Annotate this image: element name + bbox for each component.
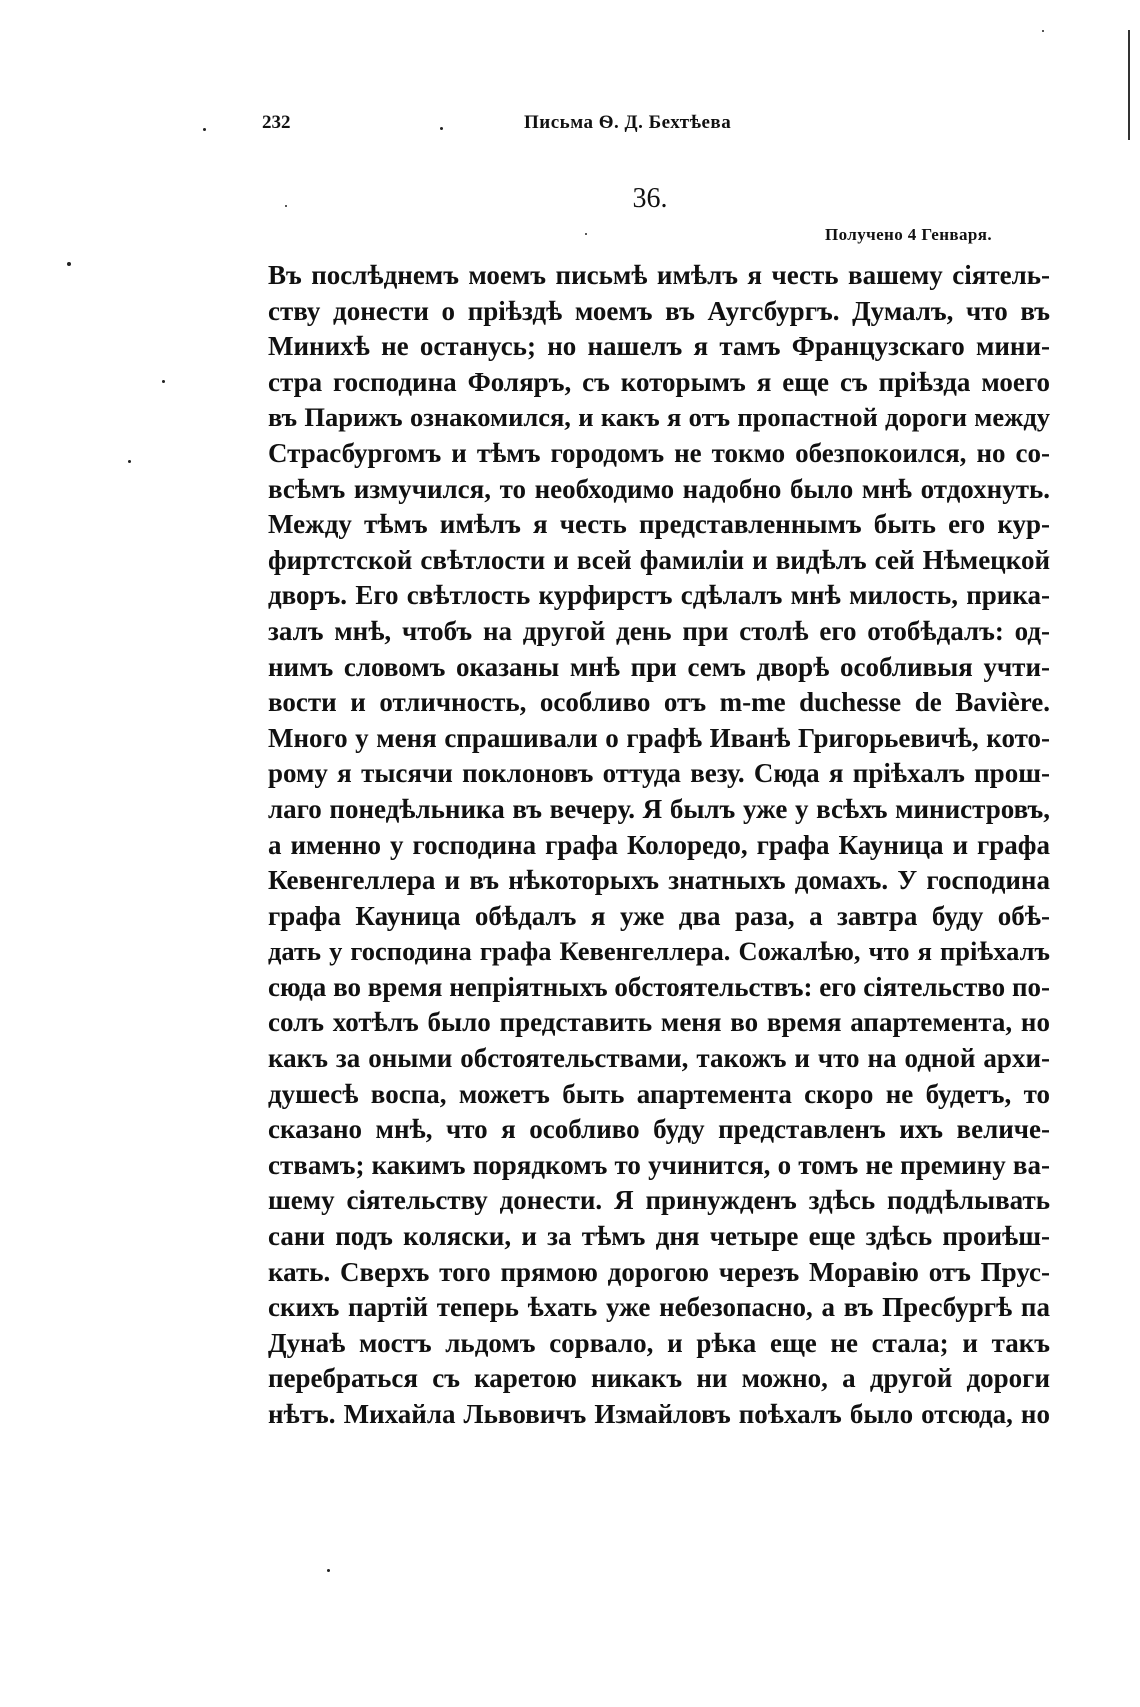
- body-line: всѣмъ измучился, то необходимо надобно было мнѣ отдохнуть.: [268, 473, 1050, 504]
- body-line: перебраться съ каретою никакъ ни можно, а другой дороги: [268, 1363, 1050, 1394]
- body-line: кать. Сверхъ того прямою дорогою черезъ Моравію отъ Прус-: [268, 1256, 1050, 1287]
- body-line: какъ за оными обстоятельствами, такожъ и что на одной архи-: [268, 1043, 1050, 1074]
- body-line: ству донести о пріѣздѣ моемъ въ Аугсбургъ. Думалъ, что въ: [268, 295, 1050, 326]
- running-title: Письма Ѳ. Д. Бехтѣева: [524, 112, 732, 133]
- body-line: дать у господина графа Кевенгеллера. Сожалѣю, что я пріѣхалъ: [268, 936, 1050, 967]
- body-line: графа Кауница обѣдалъ я уже два раза, а завтра буду обѣ-: [268, 900, 1050, 931]
- body-line: а именно у господина графа Колоредо, графа Кауница и графа: [268, 829, 1050, 860]
- body-line: лаго понедѣльника въ вечеру. Я былъ уже у всѣхъ министровъ,: [268, 793, 1050, 824]
- body-line: Страсбургомъ и тѣмъ городомъ не токмо обезпокоился, но со-: [268, 437, 1050, 468]
- body-line: душесѣ воспа, можетъ быть апартемента скоро не будетъ, то: [268, 1078, 1050, 1109]
- body-line: солъ хотѣлъ было представить меня во время апартемента, но: [268, 1007, 1050, 1038]
- body-line: Кевенгеллера и въ нѣкоторыхъ знатныхъ домахъ. У господина: [268, 865, 1050, 896]
- body-line: въ Парижъ ознакомился, и какъ я отъ пропастной дороги между: [268, 402, 1050, 433]
- body-line: скихъ партій теперь ѣхать уже небезопасно, а въ Пресбургѣ па: [268, 1292, 1050, 1323]
- body-line: Минихѣ не останусь; но нашелъ я тамъ Французскаго мини-: [268, 331, 1050, 362]
- body-line: сюда во время непріятныхъ обстоятельствъ: его сіятельство по-: [268, 971, 1050, 1002]
- page-number: 232: [262, 112, 291, 133]
- body-line: вости и отличность, особливо отъ m-me duchesse de Bavière.: [268, 687, 1050, 718]
- body-line: залъ мнѣ, чтобъ на другой день при столѣ его отобѣдалъ: од-: [268, 615, 1050, 646]
- body-line: сказано мнѣ, что я особливо буду представленъ ихъ величе-: [268, 1114, 1050, 1145]
- letter-body: [268, 258, 1050, 1433]
- scan-edge-line: [1128, 30, 1130, 140]
- body-line: Въ послѣднемъ моемъ письмѣ имѣлъ я честь вашему сіятель-: [268, 260, 1050, 290]
- running-head: [262, 112, 1060, 140]
- body-line: дворъ. Его свѣтлость курфирстъ сдѣлалъ мнѣ милость, прика-: [268, 580, 1050, 611]
- body-line: Дунаѣ мостъ льдомъ сорвало, и рѣка еще не стала; и такъ: [268, 1327, 1050, 1358]
- body-line: сани подъ коляски, и за тѣмъ дня четыре еще здѣсь проиѣш-: [268, 1221, 1050, 1252]
- body-line: Много у меня спрашивали о графѣ Иванѣ Григорьевичѣ, кото-: [268, 722, 1050, 753]
- body-line: фиртстской свѣтлости и всей фамиліи и видѣлъ сей Нѣмецкой: [268, 544, 1050, 575]
- body-line: рому я тысячи поклоновъ оттуда везу. Сюда я пріѣхалъ прош-: [268, 758, 1050, 789]
- body-line: шему сіятельству донести. Я принужденъ здѣсь поддѣлывать: [268, 1185, 1050, 1216]
- body-line: стра господина Фоляръ, съ которымъ я еще съ пріѣзда моего: [268, 366, 1050, 397]
- letter-number: 36.: [632, 183, 668, 214]
- body-line: нимъ словомъ оказаны мнѣ при семъ дворѣ особливыя учти-: [268, 651, 1050, 682]
- body-line: ствамъ; какимъ порядкомъ то учинится, о томъ не премину ва-: [268, 1149, 1050, 1180]
- body-line: Между тѣмъ имѣлъ я честь представленнымъ быть его кур-: [268, 509, 1050, 540]
- received-date-note: Получено 4 Генваря.: [824, 225, 992, 244]
- body-line: нѣтъ. Михайла Львовичъ Измайловъ поѣхалъ было отсюда, но: [268, 1399, 1050, 1429]
